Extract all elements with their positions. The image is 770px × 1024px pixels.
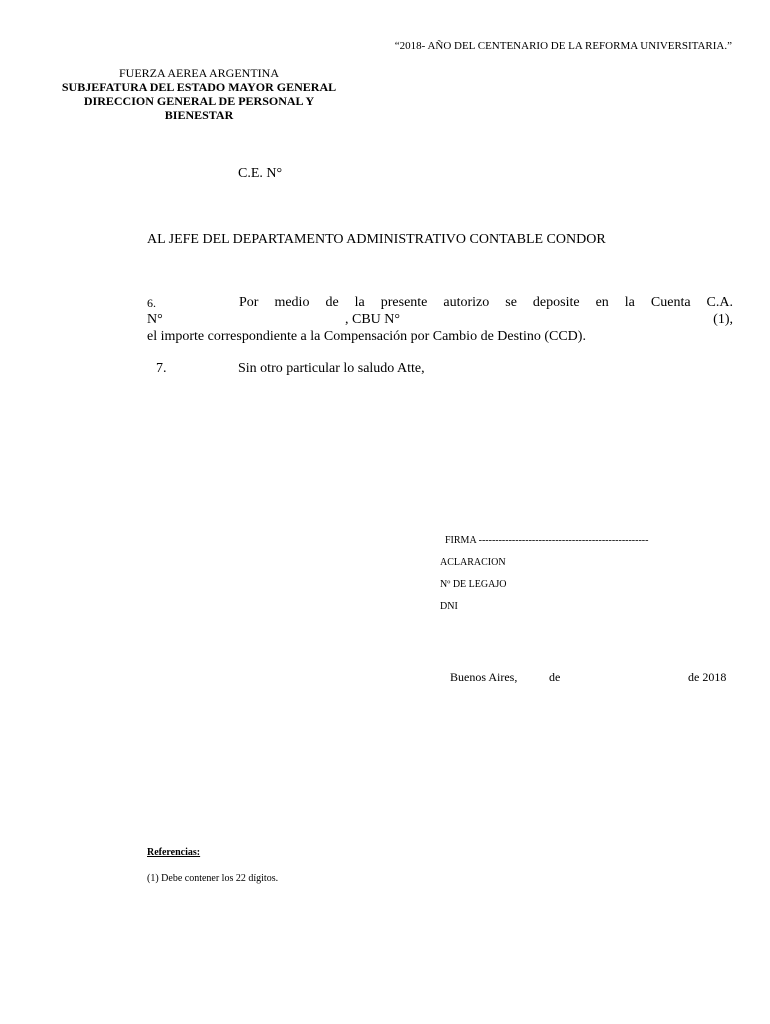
date-de-1: de — [549, 670, 561, 684]
organization-block — [48, 66, 350, 122]
date-year: de 2018 — [688, 670, 727, 684]
paragraph-6 — [147, 294, 733, 345]
header-motto: “2018- AÑO DEL CENTENARIO DE LA REFORMA UNIVERSITARIA.” — [394, 40, 732, 52]
date-place: Buenos Aires, — [450, 670, 518, 684]
org-line-1: FUERZA AEREA ARGENTINA — [118, 66, 279, 80]
paragraph-7-number: 7. — [156, 361, 167, 376]
org-line-4: BIENESTAR — [164, 108, 234, 122]
paragraph-6-line-3 — [147, 328, 733, 345]
paragraph-6-number: 6. — [147, 296, 156, 310]
account-number-label: N° — [147, 312, 163, 327]
signature-aclaracion: ACLARACION — [440, 557, 506, 568]
paragraph-7-text: Sin otro particular lo saludo Atte, — [238, 361, 425, 376]
references-title: Referencias: — [147, 847, 201, 858]
paragraph-6-text-3: el importe correspondiente a la Compensación por Cambio de Destino (CCD). — [147, 329, 586, 344]
org-line-2: SUBJEFATURA DEL ESTADO MAYOR GENERAL — [61, 80, 337, 94]
addressee: AL JEFE DEL DEPARTAMENTO ADMINISTRATIVO CONTABLE CONDOR — [147, 232, 606, 247]
paragraph-6-line-2 — [147, 311, 733, 328]
reference-mark: (1), — [713, 312, 733, 327]
signature-dni: DNI — [440, 601, 458, 612]
org-line-3: DIRECCION GENERAL DE PERSONAL Y — [83, 94, 315, 108]
signature-firma: FIRMA --------------------------------------------------- — [445, 535, 649, 546]
paragraph-6-line-1 — [147, 294, 733, 311]
paragraph-6-text-1: Por medio de la presente autorizo se deposite en la Cuenta C.A. — [239, 295, 733, 310]
cbu-label: , CBU N° — [345, 312, 400, 327]
signature-legajo: Nº DE LEGAJO — [440, 579, 507, 590]
reference-item-1: (1) Debe contener los 22 dígitos. — [147, 873, 279, 884]
ce-number: C.E. N° — [238, 166, 283, 181]
